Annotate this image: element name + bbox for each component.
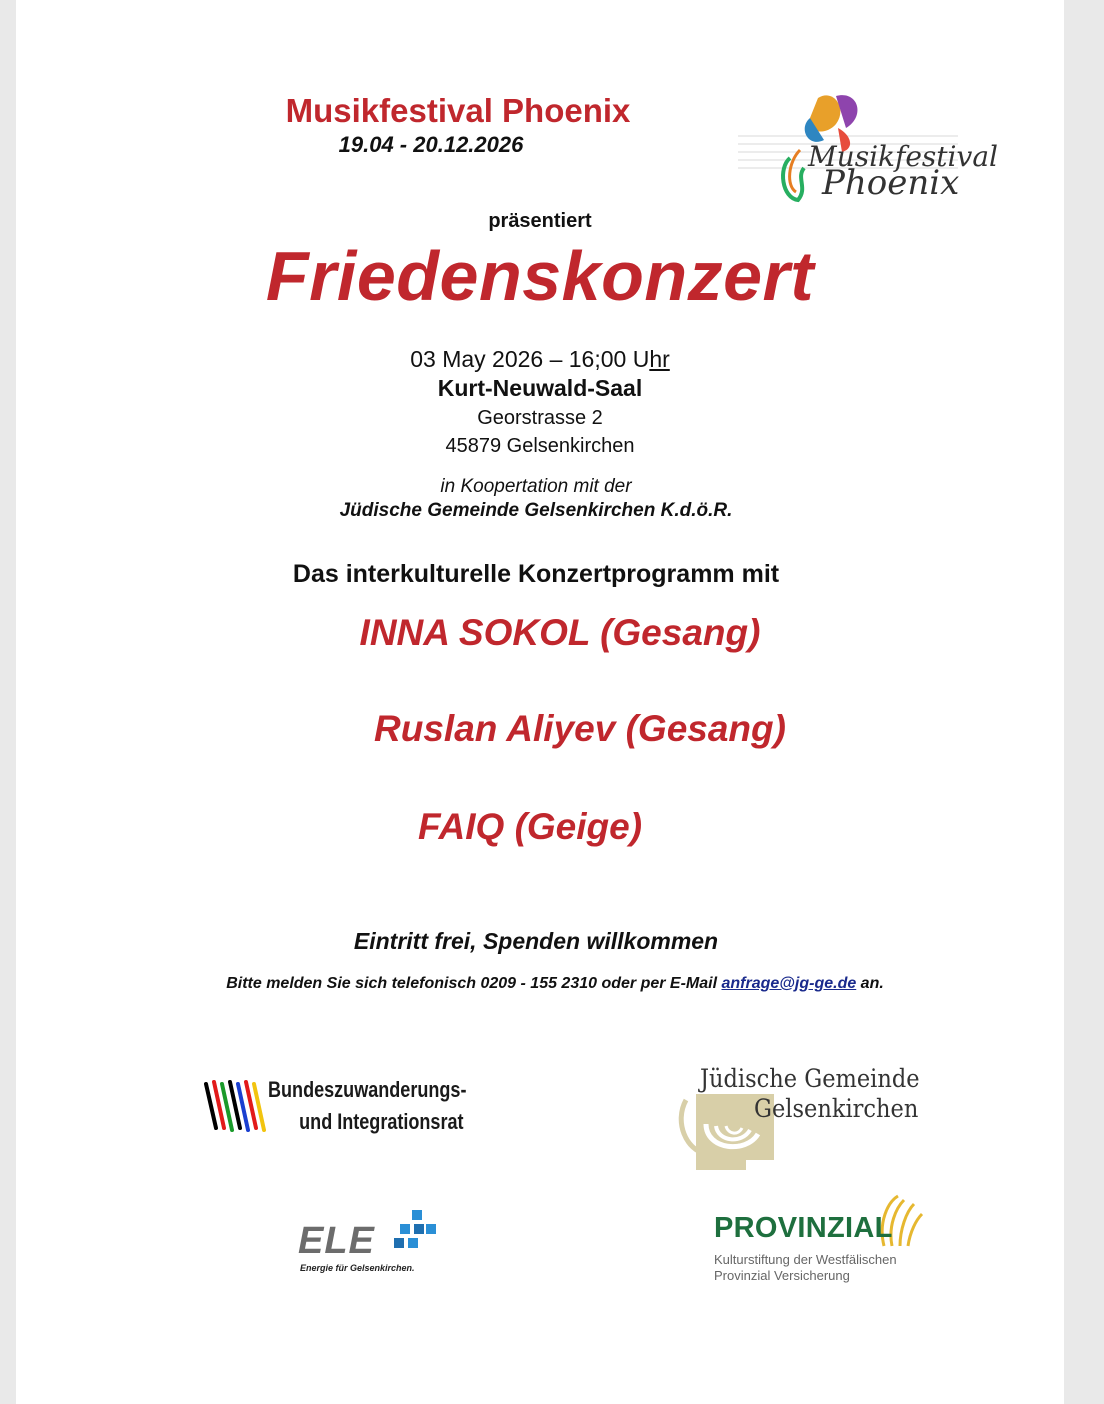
ele-squares-icon xyxy=(390,1210,438,1256)
artist-item: Ruslan Aliyev (Gesang) xyxy=(374,708,786,749)
event-date-time-main: 03 May 2026 – 16;00 U xyxy=(410,346,650,372)
contact-text: Bitte melden Sie sich telefonisch 0209 - 155 2310 oder per E-Mail xyxy=(226,975,722,992)
provinzial-name: PROVINZIAL xyxy=(714,1212,893,1244)
festival-title: Musikfestival Phoenix xyxy=(285,92,631,129)
logo-text-line2: Phoenix xyxy=(822,163,960,203)
entry-note: Eintritt frei, Spenden willkommen xyxy=(353,928,719,954)
contact-line xyxy=(16,975,1094,993)
logo-text-line1: Musikfestival xyxy=(808,140,998,173)
juedische-gemeinde-logo xyxy=(666,1064,926,1176)
jg-line1: Jüdische Gemeinde xyxy=(700,1064,920,1093)
ele-logo xyxy=(298,1208,448,1278)
presents-label: präsentiert xyxy=(488,210,592,232)
ele-tagline: Energie für Gelsenkirchen. xyxy=(300,1263,415,1273)
event-city: 45879 Gelsenkirchen xyxy=(445,435,635,457)
concert-title: Friedenskonzert xyxy=(265,237,815,315)
bzi-line1: Bundeszuwanderungs- xyxy=(268,1077,467,1102)
program-intro: Das interkulturelle Konzertprogramm mit xyxy=(292,560,780,588)
event-venue: Kurt-Neuwald-Saal xyxy=(437,375,643,401)
bzi-stripes-icon xyxy=(202,1076,272,1136)
flyer-page xyxy=(16,0,1064,1404)
event-date-time xyxy=(16,346,1064,373)
event-date-time-suffix: hr xyxy=(649,346,670,372)
provinzial-line1: Kulturstiftung der Westfälischen xyxy=(714,1252,897,1267)
bzi-logo xyxy=(202,1074,512,1138)
musikfestival-phoenix-logo xyxy=(738,88,998,210)
festival-dates: 19.04 - 20.12.2026 xyxy=(338,132,524,157)
cooperation-organization: Jüdische Gemeinde Gelsenkirchen K.d.ö.R. xyxy=(339,500,733,521)
contact-suffix: an. xyxy=(856,975,884,992)
provinzial-logo xyxy=(714,1192,944,1292)
artist-item: INNA SOKOL (Gesang) xyxy=(359,612,761,653)
bzi-line2: und Integrationsrat xyxy=(299,1109,464,1134)
provinzial-line2: Provinzial Versicherung xyxy=(714,1268,850,1283)
artist-item: FAIQ (Geige) xyxy=(417,806,643,847)
jg-line2: Gelsenkirchen xyxy=(754,1094,919,1123)
ele-name: ELE xyxy=(298,1220,375,1262)
contact-email-link[interactable]: anfrage@jg-ge.de xyxy=(721,975,857,992)
cooperation-intro: in Koopertation mit der xyxy=(440,476,632,497)
event-street: Georstrasse 2 xyxy=(477,407,603,429)
